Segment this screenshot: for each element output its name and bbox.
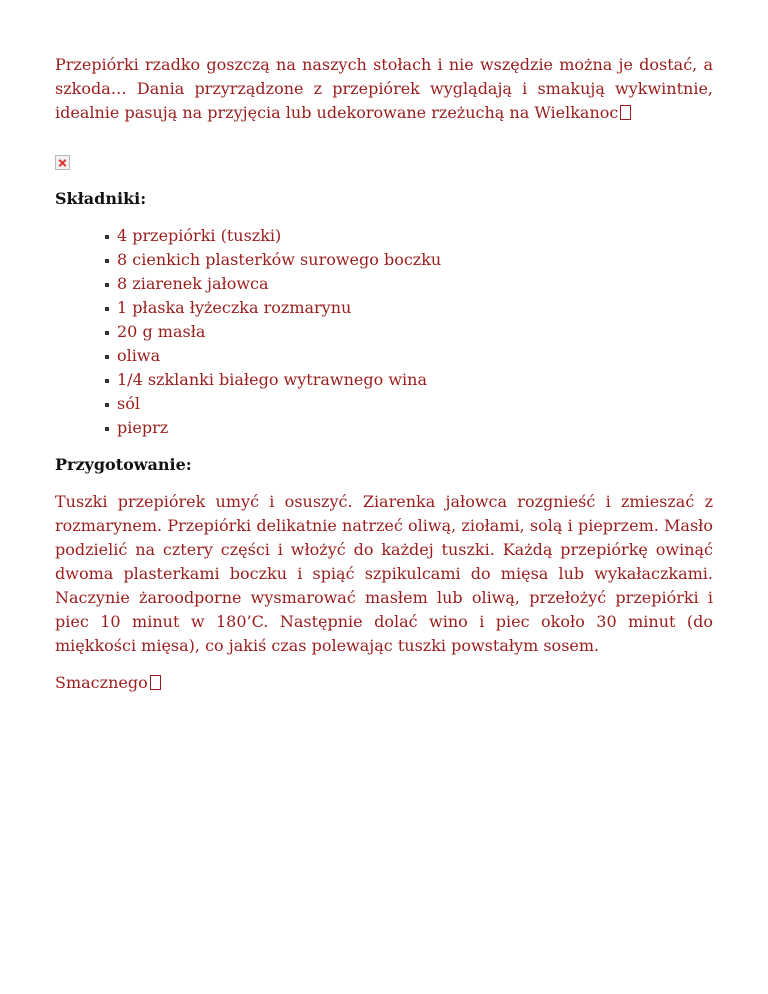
recipe-content (55, 53, 713, 695)
list-item: oliwa (105, 344, 713, 368)
list-item: 8 ziarenek jałowca (105, 272, 713, 296)
list-item: 1 płaska łyżeczka rozmarynu (105, 296, 713, 320)
closing-text: Smacznego (55, 673, 148, 692)
closing-paragraph (55, 671, 713, 695)
intro-text: Przepiórki rzadko goszczą na naszych stołach i nie wszędzie można je dostać, a szkoda… Dania przyrządzone z przepiórek wyglądają i smakują wykwintnie, idealnie pasują na przyjęcia lub udekorowane rzeżuchą na Wielkanoc (55, 55, 713, 122)
list-item: 4 przepiórki (tuszki) (105, 224, 713, 248)
intro-paragraph (55, 53, 713, 125)
missing-emoji-icon (620, 105, 631, 120)
list-item: 1/4 szklanki białego wytrawnego wina (105, 368, 713, 392)
broken-image-icon (55, 155, 70, 170)
ingredients-heading: Składniki: (55, 189, 147, 208)
preparation-heading: Przygotowanie: (55, 455, 192, 474)
list-item: pieprz (105, 416, 713, 440)
list-item: 8 cienkich plasterków surowego boczku (105, 248, 713, 272)
preparation-paragraph: Tuszki przepiórek umyć i osuszyć. Ziarenka jałowca rozgnieść i zmieszać z rozmarynem. Przepiórki delikatnie natrzeć oliwą, ziołami, solą i pieprzem. Masło podzielić na cztery części i włożyć do każdej tuszki. Każdą przepiórkę owinąć dwoma plasterkami boczku i spiąć szpikulcami do mięsa lub wykałaczkami. Naczynie żaroodporne wysmarować masłem lub oliwą, przełożyć przepiórki i piec 10 minut w 180’C. Następnie dolać wino i piec około 30 minut (do miękkości mięsa), co jakiś czas polewając tuszki powstałym sosem. (55, 492, 713, 655)
list-item: 20 g masła (105, 320, 713, 344)
list-item: sól (105, 392, 713, 416)
missing-emoji-icon (150, 675, 161, 690)
ingredients-list (55, 224, 713, 440)
